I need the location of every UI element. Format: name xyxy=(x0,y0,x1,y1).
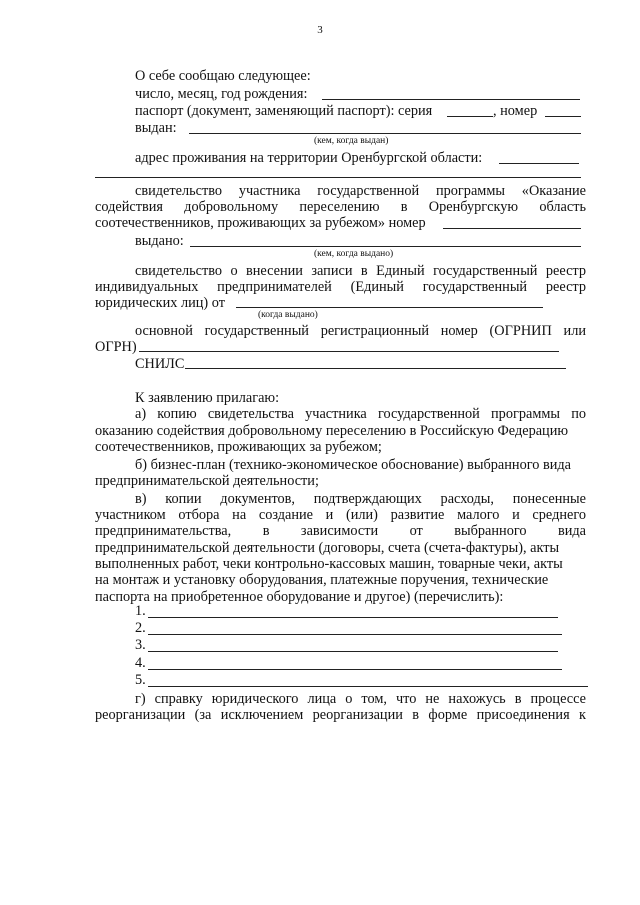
address-field[interactable] xyxy=(499,163,579,164)
attach-g-2: реорганизации (за исключением реорганизации в форме присоединения к xyxy=(95,707,586,723)
list-field-3[interactable] xyxy=(148,651,558,652)
list-field-1[interactable] xyxy=(148,617,558,618)
issued2-caption: (кем, когда выдано) xyxy=(314,249,394,259)
list-field-2[interactable] xyxy=(148,634,562,635)
attach-a-2: оказанию содействия добровольному переселению в Российскую Федерацию xyxy=(95,423,569,439)
reg-line-3: юридических лиц) от xyxy=(95,295,225,311)
snils-field[interactable] xyxy=(185,368,566,369)
passport-number-field[interactable] xyxy=(545,116,581,117)
cert-line-3: соотечественников, проживающих за рубежом» номер xyxy=(95,215,426,231)
attach-v-7: паспорта на приобретенное оборудование и другое) (перечислить): xyxy=(95,589,504,605)
birth-label: число, месяц, год рождения: xyxy=(135,86,308,102)
issued2-label: выдано: xyxy=(135,233,184,249)
attach-v-2: участником отбора на создание и (или) развитие малого и среднего xyxy=(95,507,586,523)
ogrn-field[interactable] xyxy=(139,351,559,352)
list-item-3: 3. xyxy=(135,637,146,653)
birth-field[interactable] xyxy=(322,99,580,100)
list-field-4[interactable] xyxy=(148,669,562,670)
attach-b-1: б) бизнес-план (технико-экономическое обоснование) выбранного вида xyxy=(135,457,571,473)
attach-g-1: г) справку юридического лица о том, что не нахожусь в процессе xyxy=(135,691,586,707)
issued-field[interactable] xyxy=(189,133,581,134)
attach-a-1: а) копию свидетельства участника государственной программы по xyxy=(135,406,586,422)
reg-caption: (когда выдано) xyxy=(258,310,318,320)
ogrn-line-1: основной государственный регистрационный номер (ОГРНИП или xyxy=(135,323,586,339)
about-heading: О себе сообщаю следующее: xyxy=(135,68,311,84)
attach-v-1: в) копии документов, подтверждающих расходы, понесенные xyxy=(135,491,586,507)
list-field-5[interactable] xyxy=(148,686,588,687)
cert-line-2: содействия добровольному переселению в Оренбургскую область xyxy=(95,199,586,215)
attach-b-2: предпринимательской деятельности; xyxy=(95,473,319,489)
cert-line-1: свидетельство участника государственной программы «Оказание xyxy=(135,183,586,199)
cert-number-field[interactable] xyxy=(443,228,581,229)
passport-number-label: , номер xyxy=(493,103,538,119)
list-item-5: 5. xyxy=(135,672,146,688)
attach-v-6: на монтаж и установку оборудования, платежные поручения, технические xyxy=(95,572,549,588)
address-field-line2[interactable] xyxy=(95,177,581,178)
attach-v-5: выполненных работ, чеки контрольно-кассовых машин, товарные чеки, акты xyxy=(95,556,563,572)
list-item-2: 2. xyxy=(135,620,146,636)
page-number: 3 xyxy=(317,24,323,36)
attach-v-4: предпринимательской деятельности (договоры, счета (счета-фактуры), акты xyxy=(95,540,560,556)
attach-heading: К заявлению прилагаю: xyxy=(135,390,280,406)
address-label: адрес проживания на территории Оренбургской области: xyxy=(135,150,483,166)
attach-v-3: предпринимательства, в зависимости от выбранного вида xyxy=(95,523,586,539)
passport-series-label: паспорт (документ, заменяющий паспорт): серия xyxy=(135,103,433,119)
attach-a-3: соотечественников, проживающих за рубежом; xyxy=(95,439,382,455)
reg-line-1: свидетельство о внесении записи в Единый государственный реестр xyxy=(135,263,586,279)
list-item-1: 1. xyxy=(135,603,146,619)
passport-series-field[interactable] xyxy=(447,116,493,117)
issued-label: выдан: xyxy=(135,120,177,136)
issued-caption: (кем, когда выдан) xyxy=(314,136,389,146)
reg-date-field[interactable] xyxy=(236,307,543,308)
reg-line-2: индивидуальных предпринимателей (Единый государственный реестр xyxy=(95,279,586,295)
ogrn-line-2: ОГРН) xyxy=(95,339,137,355)
issued2-field[interactable] xyxy=(190,246,581,247)
list-item-4: 4. xyxy=(135,655,146,671)
snils-label: СНИЛС xyxy=(135,356,185,372)
